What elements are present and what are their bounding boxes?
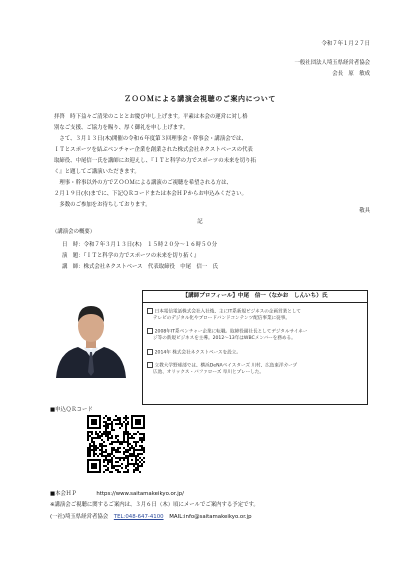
profile-box — [142, 290, 368, 405]
checkbox-icon — [147, 349, 153, 355]
issue-date: 令和７年１月２７日 — [321, 41, 370, 47]
document-title: ＺＯＯＭによる講演会視聴のご案内について — [124, 95, 276, 103]
contact-mail[interactable]: MAIL:info@saitamakeikyo.or.jp — [169, 514, 252, 520]
body-line: 多数のご参加をお待ちしております。 — [54, 202, 151, 208]
sender-org: 一般社団法人埼玉県経営者協会 — [294, 60, 370, 66]
closing-keigu: 敬具 — [359, 208, 370, 214]
body-line: ２月１９日(水)までに、下記ＱＲコードまたは本会ＨＰからお申込みください。 — [54, 191, 247, 197]
body-line: 別なご支援、ご協力を賜り、厚く御礼を申し上げます。 — [54, 125, 189, 131]
profile-line: テレビのデジタル化やブロードバンドコンテンツ配信事業に従事。 — [153, 316, 290, 321]
homepage-url[interactable]: https://www.saitamakeikyo.or.jp/ — [96, 491, 184, 497]
qr-code[interactable] — [87, 415, 145, 473]
homepage-label: ■本会ＨＰ — [50, 491, 77, 497]
ki-marker: 記 — [197, 219, 203, 225]
profile-line: 日本電信電話株式会社入社後、主にIT系新規ビジネスの企画営業として — [147, 308, 301, 316]
body-line: 拝啓 時下益々ご清栄のこととお慶び申し上げます。平素は本会の運営に対し格 — [54, 114, 248, 120]
summary-datetime: 日 時：令和７年３月１３日(木) １５時２０分～１６時５０分 — [62, 242, 218, 248]
checkbox-icon — [147, 328, 153, 334]
profile-line: 2014年 株式会社ネクストベースを設立。 — [147, 349, 241, 357]
body-line: さて、３月１３日(木)開催の令和６年度第３回理事会・幹事会・講演会では、 — [54, 136, 247, 142]
contact-line — [50, 514, 252, 521]
body-line: 理事・幹事以外の方でＺＯＯＭによる講演のご視聴を希望される方は、 — [54, 180, 232, 186]
checkbox-icon — [147, 308, 153, 314]
speaker-photo — [48, 292, 134, 378]
summary-lecturer: 講 師：株式会社ネクストベース 代表取締役 中尾 信一 氏 — [62, 264, 219, 270]
qr-heading: ■申込ＱＲコード — [50, 407, 93, 413]
checkbox-icon — [147, 362, 153, 368]
body-line: く』と題してご講演いただきます。 — [54, 169, 140, 175]
profile-line: 立教大学野球部では、横浜DeNAベイスターズ 川村、広島東洋カープ — [147, 362, 297, 370]
body-line: ＩＴとスポーツを結ぶベンチャー企業を創業された株式会社ネクストベースの代表 — [54, 147, 253, 153]
homepage-line — [50, 491, 184, 498]
contact-tel[interactable]: TEL:048-647-4100 — [113, 514, 164, 520]
profile-line: ジ等の新規ビジネスを主導。2012～13年はWBCメンバーを務める。 — [153, 336, 296, 341]
body-line: 取締役、中尾信一氏を講師にお迎えし、『ＩＴと科学の力でスポーツの未来を切り拓 — [54, 158, 256, 164]
profile-heading: 【講師プロフィール】中尾 信一（なかお しんいち）氏 — [143, 291, 367, 303]
profile-line: 2008年IT系ベンチャー企業に転職。取締役副社長としてデジタルサイネー — [147, 328, 307, 336]
profile-line: 広池、オリックス・バファローズ 阜川とプレーした。 — [153, 370, 264, 375]
sender-signature: 会長 原 敏成 — [332, 71, 370, 77]
contact-org: (一社)埼玉県経営者協会 — [50, 514, 109, 520]
notice-line: ※講演会ご視聴に関するご案内は、３月６日（木）頃にメールでご案内する予定です。 — [50, 502, 259, 508]
summary-topic: 演 題：『ＩＴと科学の力でスポーツの未来を切り拓く』 — [62, 253, 200, 259]
summary-heading: （講演会の概要） — [52, 229, 96, 235]
